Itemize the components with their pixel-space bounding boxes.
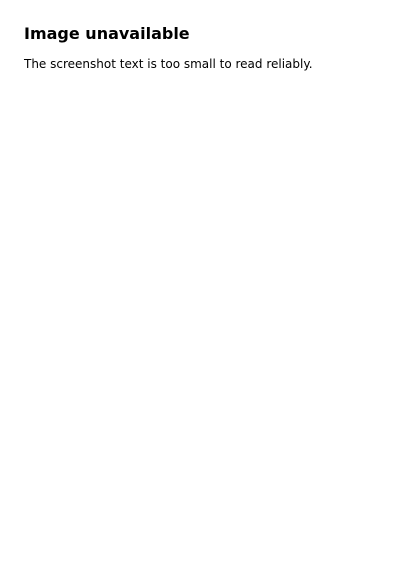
- placeholder-title: Image unavailable: [24, 24, 190, 43]
- placeholder-note: The screenshot text is too small to read reliably.: [24, 57, 313, 71]
